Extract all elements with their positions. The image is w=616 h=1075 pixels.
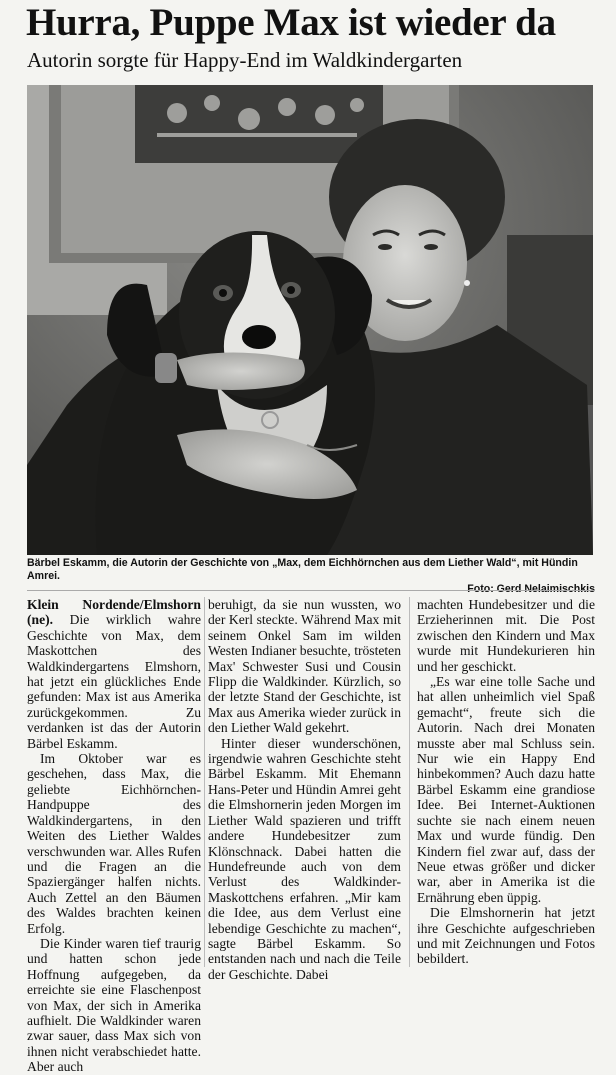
column-divider [204,597,205,967]
article-photo [27,85,593,555]
article-paragraph: „Es war eine tolle Sache und hat allen unheimlich viel Spaß gemacht“, freute sich die Autorin. Nach drei Monaten musste aber mal Schluss sein. Nur wie ein Happy End hinbekommen? Auch dazu hatte Bärbel Eskamm eine grandiose Idee. Bei Internet-Auktionen suchte sie nach einem neuen Max und wurde fündig. Den Kindern fiel zwar auf, dass der Neue etwas größer und dicker war, aber in Amerika ist die Ernährung eben üppig. [417,674,595,905]
photo-woman-with-dog [27,85,593,555]
article-paragraph: Im Oktober war es geschehen, dass Max, die geliebte Eichhörnchen-Handpuppe des Waldkindergartens, in den Weiten des Liether Waldes verschwunden war. Alles Rufen und die Fragen an die Spaziergänger halfen nichts. Auch Zettel an den Bäumen des Waldes brachten keinen Erfolg. [27,751,201,936]
article-column-2 [208,597,401,982]
article-paragraph: Die Kinder waren tief traurig und hatten schon jede Hoffnung aufgegeben, da erreichte sie eine Flaschenpost von Max, der sich in Amerika aufhielt. Die Waldkinder waren zwar sauer, dass Max sich von ihnen nicht verabschiedet hatte. Aber auch [27,935,201,1075]
article-paragraph: beruhigt, da sie nun wussten, wo der Kerl steckte. Während Max mit seinem Onkel Sam im wilden Westen Indianer besuchte, trösteten Max' Schwester Susi und Cousin Flipp die Waldkinder. Kürzlich, so der letzte Stand der Geschichte, ist Max aus Amerika wieder zurück in den Liether Wald gekehrt. [208,597,401,736]
article-paragraph: machten Hundebesitzer und die Erzieherinnen mit. Die Post zwischen den Kindern und Max wurde mit Hundekurieren hin und her geschickt. [417,597,595,674]
article-column-3 [417,597,595,967]
photo-credit: Foto: Gerd Nelaimischkis [467,583,595,595]
photo-caption-text: Bärbel Eskamm, die Autorin der Geschichte von „Max, dem Eichhörnchen aus dem Liether Wald“, mit Hündin Amrei. [27,557,578,582]
article-paragraph-text: Die wirklich wahre Geschichte von Max, dem Maskottchen des Waldkindergartens Elmshorn, hat jetzt ein glückliches Ende gefunden: Max ist aus Amerika zurückgekommen. Zu verdanken ist das der Autorin Bärbel Eskamm. [27,612,201,751]
article-dateline: Klein Nordende/Elmshorn (ne). [27,597,201,628]
article-paragraph: Die Elmshornerin hat jetzt ihre Geschichte aufgeschrieben und mit Zeichnungen und Fotos bebildert. [417,905,595,967]
article-subheadline: Autorin sorgte für Happy-End im Waldkindergarten [27,48,463,72]
article-headline: Hurra, Puppe Max ist wieder da [26,1,556,44]
article-paragraph [27,597,201,751]
article-paragraph: Hinter dieser wunderschönen, irgendwie wahren Geschichte steht Bärbel Eskamm. Mit Ehemann Hans-Peter und Hündin Amrei geht die Elmshornerin jeden Morgen im Liether Wald spazieren und trifft andere Hundebesitzer zum Klönschnack. Dabei hatten die Hundefreunde auch von dem Verlust des Waldkinder-Maskottchens erfahren. „Mir kam die Idee, aus dem Verlust eine lebendige Geschichte zu machen“, sagte Bärbel Eskamm. So entstanden nach und nach die Teile der Geschichte. Dabei [208,735,401,982]
article-column-1 [27,597,201,1075]
column-divider [409,597,410,967]
caption-divider [27,590,595,591]
